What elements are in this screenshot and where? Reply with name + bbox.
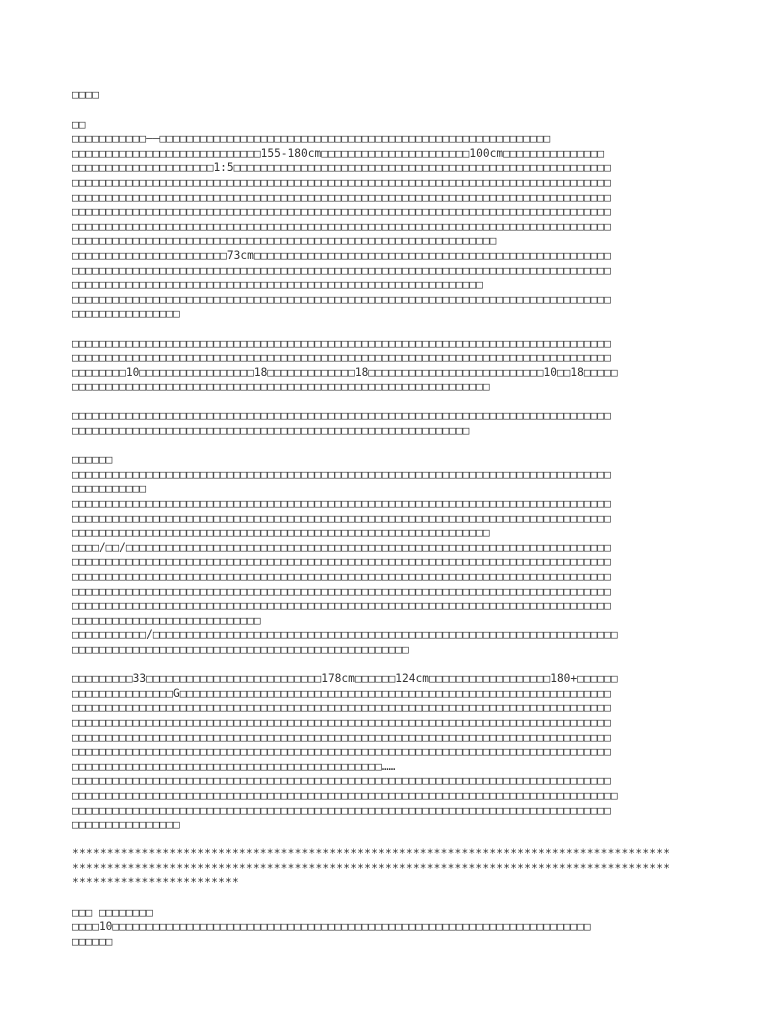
document-page bbox=[72, 88, 708, 949]
section-4-line: □□□□□□□□□□□□□□□□□□□□□□□□□□□□□□□□□□□□□□□□□□□□□□□□□□□□□□□□□□□□□□□□□□□□□□□□□□□□□□□□ bbox=[72, 467, 611, 481]
document-title: □□□□ bbox=[72, 88, 99, 101]
section-1-line: □□□□□□□□□□□□□□□□□□□□□□□□□□□□□□□□□□□□□□□□□□□□□□□□□□□□□□□□□□□□□□□ bbox=[72, 234, 497, 248]
section-1-line: □□□□□□□□□□□□□□□□□□□□□□□□□□□□□□□□□□□□□□□□□□□□□□□□□□□□□□□□□□□□□□□□□□□□□□□□□□□□□□□□ bbox=[72, 190, 611, 204]
section-5-line: □□□□□□□□□□□□□□□□□□□□□□□□□□□□□□□□□□□□□□□□□□□□□□…… bbox=[72, 759, 396, 773]
paragraph-gap bbox=[72, 658, 708, 673]
section-2-line: □□□□□□□□10□□□□□□□□□□□□□□□□□18□□□□□□□□□□□□□18□□□□□□□□□□□□□□□□□□□□□□□□□□10□□18□□□□□ bbox=[72, 365, 618, 379]
section-4-line: □□□□□□□□□□□□□□□□□□□□□□□□□□□□□□□□□□□□□□□□□□□□□□□□□□□□□□□□□□□□□□□□□□□□□□□□□□□□□□□□ bbox=[72, 570, 611, 583]
section-4-line: □□□□□□□□□□□/□□□□□□□□□□□□□□□□□□□□□□□□□□□□□□□□□□□□□□□□□□□□□□□□□□□□□□□□□□□□□□□□□□□□□ bbox=[72, 628, 618, 642]
asterisk-separator bbox=[72, 847, 708, 891]
footer-line: □□□□□□ bbox=[72, 934, 113, 948]
paragraph-gap bbox=[72, 395, 708, 410]
section-4-line: □□□□□□□□□□□□□□□□□□□□□□□□□□□□□□□□□□□□□□□□□□□□□□□□□□□□□□□□□□□□□□□□□□□□□□□□□□□□□□□□ bbox=[72, 511, 611, 525]
section-4-line: □□□□□□□□□□□□□□□□□□□□□□□□□□□□□□□□□□□□□□□□□□□□□□□□□□□□□□□□□□□□□□□□□□□□□□□□□□□□□□□□ bbox=[72, 584, 611, 598]
section-5-line: □□□□□□□□□□□□□□□G□□□□□□□□□□□□□□□□□□□□□□□□□□□□□□□□□□□□□□□□□□□□□□□□□□□□□□□□□□□□□□□□ bbox=[72, 686, 611, 700]
section-1-line: □□□□□□□□□□□□□□□□□□□□□□□□□□□□□□□□□□□□□□□□□□□□□□□□□□□□□□□□□□□□□□□□□□□□□□□□□□□□□□□□ bbox=[72, 205, 611, 219]
section-4 bbox=[72, 453, 708, 657]
separator-line: ************************ bbox=[72, 876, 239, 890]
section-5-line: □□□□□□□□□□□□□□□□□□□□□□□□□□□□□□□□□□□□□□□□□□□□□□□□□□□□□□□□□□□□□□□□□□□□□□□□□□□□□□□□□ bbox=[72, 788, 618, 802]
section-2-line: □□□□□□□□□□□□□□□□□□□□□□□□□□□□□□□□□□□□□□□□□□□□□□□□□□□□□□□□□□□□□□ bbox=[72, 380, 490, 394]
section-2 bbox=[72, 337, 708, 395]
paragraph-gap bbox=[72, 891, 708, 906]
section-1-line: □□□□□□□□□□□□□□□□□□□□□□□□□□□□□□□□□□□□□□□□□□□□□□□□□□□□□□□□□□□□□□□□□□□□□□□□□□□□□□□□ bbox=[72, 175, 611, 189]
section-5-line: □□□□□□□□□33□□□□□□□□□□□□□□□□□□□□□□□□□□178cm□□□□□□124cm□□□□□□□□□□□□□□□□□□180+□□□□□□ bbox=[72, 672, 618, 686]
section-1-line: □□□□□□□□□□□□□□□□□□□□□□□□□□□□□□□□□□□□□□□□□□□□□□□□□□□□□□□□□□□□□□□□□□□□□□□□□□□□□□□□ bbox=[72, 292, 611, 306]
separator-line: ************************************************************************************** bbox=[72, 861, 671, 875]
section-1-line: □□□□□□□□□□□——□□□□□□□□□□□□□□□□□□□□□□□□□□□□□□□□□□□□□□□□□□□□□□□□□□□□□□□□□□ bbox=[72, 132, 551, 146]
section-3 bbox=[72, 409, 708, 438]
section-5-line: □□□□□□□□□□□□□□□□□□□□□□□□□□□□□□□□□□□□□□□□□□□□□□□□□□□□□□□□□□□□□□□□□□□□□□□□□□□□□□□□ bbox=[72, 701, 611, 715]
section-2-line: □□□□□□□□□□□□□□□□□□□□□□□□□□□□□□□□□□□□□□□□□□□□□□□□□□□□□□□□□□□□□□□□□□□□□□□□□□□□□□□□ bbox=[72, 336, 611, 350]
section-4-line: □□□□□□□□□□□□□□□□□□□□□□□□□□□□ bbox=[72, 613, 261, 627]
section-4-line: □□□□□□□□□□□□□□□□□□□□□□□□□□□□□□□□□□□□□□□□□□□□□□□□□□□□□□□□□□□□□□□□□□□□□□□□□□□□□□□□ bbox=[72, 599, 611, 613]
separator-line: ************************************************************************************** bbox=[72, 847, 671, 861]
paragraph-gap bbox=[72, 439, 708, 454]
section-3-line: □□□□□□□□□□□□□□□□□□□□□□□□□□□□□□□□□□□□□□□□□□□□□□□□□□□□□□□□□□□ bbox=[72, 424, 470, 438]
section-1-heading: □□ bbox=[72, 117, 86, 131]
section-4-line: □□□□□□□□□□□□□□□□□□□□□□□□□□□□□□□□□□□□□□□□□□□□□□□□□□ bbox=[72, 642, 409, 656]
section-5-line: □□□□□□□□□□□□□□□□□□□□□□□□□□□□□□□□□□□□□□□□□□□□□□□□□□□□□□□□□□□□□□□□□□□□□□□□□□□□□□□□ bbox=[72, 774, 611, 788]
section-4-line: □□□□□□□□□□□□□□□□□□□□□□□□□□□□□□□□□□□□□□□□□□□□□□□□□□□□□□□□□□□□□□□□□□□□□□□□□□□□□□□□ bbox=[72, 555, 611, 569]
section-1-line: □□□□□□□□□□□□□□□□□□□□□□□□□□□□155-180cm□□□□□□□□□□□□□□□□□□□□□□100cm□□□□□□□□□□□□□□□ bbox=[72, 146, 605, 160]
section-1-line: □□□□□□□□□□□□□□□□□□□□□□□73cm□□□□□□□□□□□□□□□□□□□□□□□□□□□□□□□□□□□□□□□□□□□□□□□□□□□□□ bbox=[72, 248, 611, 262]
section-5-line: □□□□□□□□□□□□□□□□□□□□□□□□□□□□□□□□□□□□□□□□□□□□□□□□□□□□□□□□□□□□□□□□□□□□□□□□□□□□□□□□ bbox=[72, 715, 611, 729]
section-1-line: □□□□□□□□□□□□□□□□□□□□□□□□□□□□□□□□□□□□□□□□□□□□□□□□□□□□□□□□□□□□□ bbox=[72, 278, 483, 292]
section-5-line: □□□□□□□□□□□□□□□□□□□□□□□□□□□□□□□□□□□□□□□□□□□□□□□□□□□□□□□□□□□□□□□□□□□□□□□□□□□□□□□□ bbox=[72, 745, 611, 759]
paragraph-gap bbox=[72, 322, 708, 337]
section-1-line: □□□□□□□□□□□□□□□□ bbox=[72, 307, 180, 321]
section-5-line: □□□□□□□□□□□□□□□□□□□□□□□□□□□□□□□□□□□□□□□□□□□□□□□□□□□□□□□□□□□□□□□□□□□□□□□□□□□□□□□□ bbox=[72, 803, 611, 817]
footer-line: □□□□10□□□□□□□□□□□□□□□□□□□□□□□□□□□□□□□□□□□□□□□□□□□□□□□□□□□□□□□□□□□□□□□□□□□□□□□ bbox=[72, 920, 591, 934]
section-1 bbox=[72, 118, 708, 322]
footer-section bbox=[72, 906, 708, 950]
section-1-line: □□□□□□□□□□□□□□□□□□□□□□□□□□□□□□□□□□□□□□□□□□□□□□□□□□□□□□□□□□□□□□□□□□□□□□□□□□□□□□□□ bbox=[72, 263, 611, 277]
section-4-line: □□□□□□□□□□□□□□□□□□□□□□□□□□□□□□□□□□□□□□□□□□□□□□□□□□□□□□□□□□□□□□ bbox=[72, 526, 490, 540]
section-1-line: □□□□□□□□□□□□□□□□□□□□□□□□□□□□□□□□□□□□□□□□□□□□□□□□□□□□□□□□□□□□□□□□□□□□□□□□□□□□□□□□ bbox=[72, 219, 611, 233]
section-4-line: □□□□□□□□□□□□□□□□□□□□□□□□□□□□□□□□□□□□□□□□□□□□□□□□□□□□□□□□□□□□□□□□□□□□□□□□□□□□□□□□ bbox=[72, 497, 611, 511]
paragraph-gap bbox=[72, 833, 708, 848]
section-1-line: □□□□□□□□□□□□□□□□□□□□□1:5□□□□□□□□□□□□□□□□□□□□□□□□□□□□□□□□□□□□□□□□□□□□□□□□□□□□□□□□ bbox=[72, 161, 611, 175]
section-4-heading: □□□□□□ bbox=[72, 453, 113, 467]
section-3-line: □□□□□□□□□□□□□□□□□□□□□□□□□□□□□□□□□□□□□□□□□□□□□□□□□□□□□□□□□□□□□□□□□□□□□□□□□□□□□□□□ bbox=[72, 409, 611, 423]
section-5-line: □□□□□□□□□□□□□□□□ bbox=[72, 818, 180, 832]
section-4-line: □□□□□□□□□□□ bbox=[72, 482, 147, 496]
footer-heading: □□□ □□□□□□□□ bbox=[72, 905, 153, 919]
section-4-line: □□□□/□□/□□□□□□□□□□□□□□□□□□□□□□□□□□□□□□□□□□□□□□□□□□□□□□□□□□□□□□□□□□□□□□□□□□□□□□□□ bbox=[72, 540, 611, 554]
section-5 bbox=[72, 672, 708, 833]
section-2-line: □□□□□□□□□□□□□□□□□□□□□□□□□□□□□□□□□□□□□□□□□□□□□□□□□□□□□□□□□□□□□□□□□□□□□□□□□□□□□□□□ bbox=[72, 351, 611, 365]
section-5-line: □□□□□□□□□□□□□□□□□□□□□□□□□□□□□□□□□□□□□□□□□□□□□□□□□□□□□□□□□□□□□□□□□□□□□□□□□□□□□□□□ bbox=[72, 730, 611, 744]
